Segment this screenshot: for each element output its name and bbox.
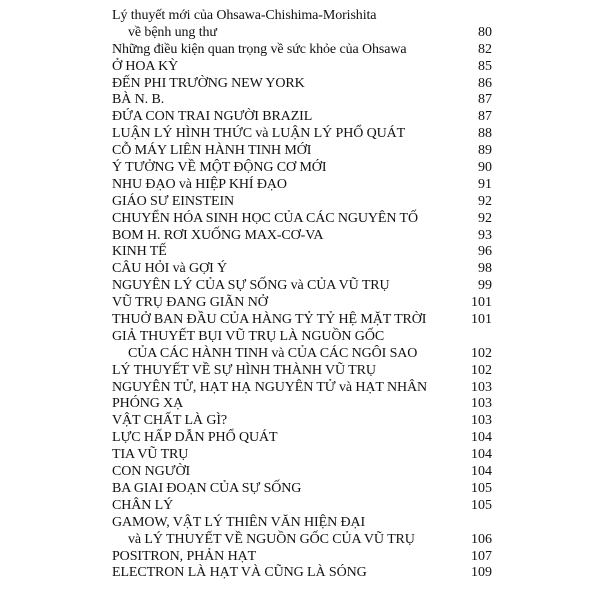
toc-entry-title: Ý TƯỞNG VỀ MỘT ĐỘNG CƠ MỚI [112, 160, 327, 176]
toc-entry [112, 363, 492, 380]
toc-entry-title: BÀ N. B. [112, 92, 165, 108]
toc-entry-page-number: 102 [471, 362, 492, 378]
toc-entry-page-number: 101 [471, 312, 492, 328]
toc-entry [112, 261, 492, 278]
toc-entry-page-number: 90 [478, 160, 492, 176]
toc-entry-page-number: 92 [478, 193, 492, 209]
toc-entry-title: ĐỨA CON TRAI NGƯỜI BRAZIL [112, 109, 313, 125]
toc-entry-page-number: 99 [478, 278, 492, 294]
toc-entry [112, 143, 492, 160]
toc-entry-title: VŨ TRỤ ĐANG GIÃN NỞ [112, 295, 268, 311]
toc-entry-page-number: 101 [471, 295, 492, 311]
toc-entry [112, 481, 492, 498]
toc-entry-page-number: 109 [471, 565, 492, 581]
toc-entry [112, 92, 492, 109]
toc-entry-page-number: 86 [478, 75, 492, 91]
toc-entry [112, 59, 492, 76]
toc-entry-page-number: 102 [471, 345, 492, 361]
toc-entry-page-number: 91 [478, 176, 492, 192]
toc-entry [112, 25, 492, 42]
toc-entry-page-number: 85 [478, 58, 492, 74]
toc-entry-page-number: 106 [471, 531, 492, 547]
toc-entry-page-number: 93 [478, 227, 492, 243]
toc-entry [112, 413, 492, 430]
toc-entry-title: ELECTRON LÀ HẠT VÀ CŨNG LÀ SÓNG [112, 565, 367, 581]
toc-entry-page-number: 87 [478, 92, 492, 108]
toc-entry-title: CHUYỂN HÓA SINH HỌC CỦA CÁC NGUYÊN TỐ [112, 210, 419, 226]
toc-entry [112, 76, 492, 93]
toc-entry-page-number: 88 [478, 126, 492, 142]
toc-entry-title: PHÓNG XẠ [112, 396, 184, 412]
toc-entry [112, 329, 492, 346]
toc-entry [112, 8, 492, 25]
toc-entry [112, 346, 492, 363]
toc-entry [112, 430, 492, 447]
toc-entry [112, 278, 492, 295]
toc-entry-page-number: 104 [471, 447, 492, 463]
toc-entry-title: CHÂN LÝ [112, 497, 174, 513]
toc-entry [112, 532, 492, 549]
toc-entry [112, 42, 492, 59]
toc-entry [112, 498, 492, 515]
toc-entry-page-number: 92 [478, 210, 492, 226]
toc-entry-title: Ở HOA KỲ [112, 58, 179, 74]
toc-entry-title: CON NGƯỜI [112, 464, 191, 480]
toc-entry-page-number: 80 [478, 24, 492, 40]
toc-entry-title: về bệnh ung thư [128, 24, 217, 40]
toc-entry-title: CỦA CÁC HÀNH TINH và CỦA CÁC NGÔI SAO [128, 345, 418, 361]
toc-entry-title: THUỞ BAN ĐẦU CỦA HÀNG TỶ TỶ HỆ MẶT TRỜI [112, 312, 427, 328]
toc-entry [112, 565, 492, 582]
table-of-contents [112, 8, 492, 582]
toc-entry-title: Lý thuyết mới của Ohsawa-Chishima-Morishita [112, 8, 377, 23]
toc-entry [112, 549, 492, 566]
toc-entry-page-number: 104 [471, 430, 492, 446]
toc-entry [112, 177, 492, 194]
toc-entry [112, 194, 492, 211]
toc-entry-title: GAMOW, VẬT LÝ THIÊN VĂN HIỆN ĐẠI [112, 514, 366, 530]
toc-entry [112, 447, 492, 464]
toc-entry-title: Những điều kiện quan trọng về sức khỏe của Ohsawa [112, 41, 407, 57]
toc-entry [112, 295, 492, 312]
toc-entry-title: TIA VŨ TRỤ [112, 447, 189, 463]
toc-entry-title: BOM H. RƠI XUỐNG MAX-CƠ-VA [112, 227, 324, 243]
toc-entry-title: NGUYÊN TỬ, HẠT HẠ NGUYÊN TỬ và HẠT NHÂN [112, 379, 428, 395]
toc-entry-page-number: 105 [471, 480, 492, 496]
toc-entry [112, 126, 492, 143]
toc-entry [112, 396, 492, 413]
toc-entry [112, 228, 492, 245]
toc-entry-title: GIẢ THUYẾT BỤI VŨ TRỤ LÀ NGUỒN GỐC [112, 328, 385, 344]
toc-entry-title: NHU ĐẠO và HIỆP KHÍ ĐẠO [112, 176, 287, 192]
toc-entry-page-number: 96 [478, 244, 492, 260]
toc-entry-page-number: 104 [471, 464, 492, 480]
toc-entry-title: CỖ MÁY LIÊN HÀNH TINH MỚI [112, 143, 312, 159]
toc-entry-page-number: 103 [471, 396, 492, 412]
toc-entry-title: ĐẾN PHI TRƯỜNG NEW YORK [112, 75, 305, 91]
toc-entry-title: LỰC HẤP DẪN PHỔ QUÁT [112, 430, 278, 446]
toc-entry-title: NGUYÊN LÝ CỦA SỰ SỐNG và CỦA VŨ TRỤ [112, 278, 390, 294]
toc-entry-title: và LÝ THUYẾT VỀ NGUỒN GỐC CỦA VŨ TRỤ [128, 531, 415, 547]
toc-entry-page-number: 107 [471, 548, 492, 564]
toc-entry-title: KINH TẾ [112, 244, 167, 260]
toc-entry [112, 160, 492, 177]
toc-entry-title: LUẬN LÝ HÌNH THỨC và LUẬN LÝ PHỔ QUÁT [112, 126, 406, 142]
toc-entry-page-number: 87 [478, 109, 492, 125]
toc-entry-title: BA GIAI ĐOẠN CỦA SỰ SỐNG [112, 480, 302, 496]
toc-entry [112, 109, 492, 126]
toc-entry-title: POSITRON, PHẢN HẠT [112, 548, 257, 564]
toc-entry-title: GIÁO SƯ EINSTEIN [112, 193, 235, 209]
toc-entry-page-number: 105 [471, 497, 492, 513]
toc-entry-page-number: 103 [471, 413, 492, 429]
toc-entry-page-number: 89 [478, 143, 492, 159]
toc-entry [112, 515, 492, 532]
toc-entry-title: VẬT CHẤT LÀ GÌ? [112, 413, 228, 429]
toc-entry-page-number: 98 [478, 261, 492, 277]
toc-entry [112, 211, 492, 228]
toc-entry [112, 312, 492, 329]
toc-entry [112, 380, 492, 397]
toc-entry-title: LÝ THUYẾT VỀ SỰ HÌNH THÀNH VŨ TRỤ [112, 362, 376, 378]
toc-entry [112, 244, 492, 261]
toc-entry [112, 464, 492, 481]
toc-entry-page-number: 82 [478, 41, 492, 57]
toc-entry-title: CÂU HỎI và GỢI Ý [112, 261, 228, 277]
toc-entry-page-number: 103 [471, 379, 492, 395]
